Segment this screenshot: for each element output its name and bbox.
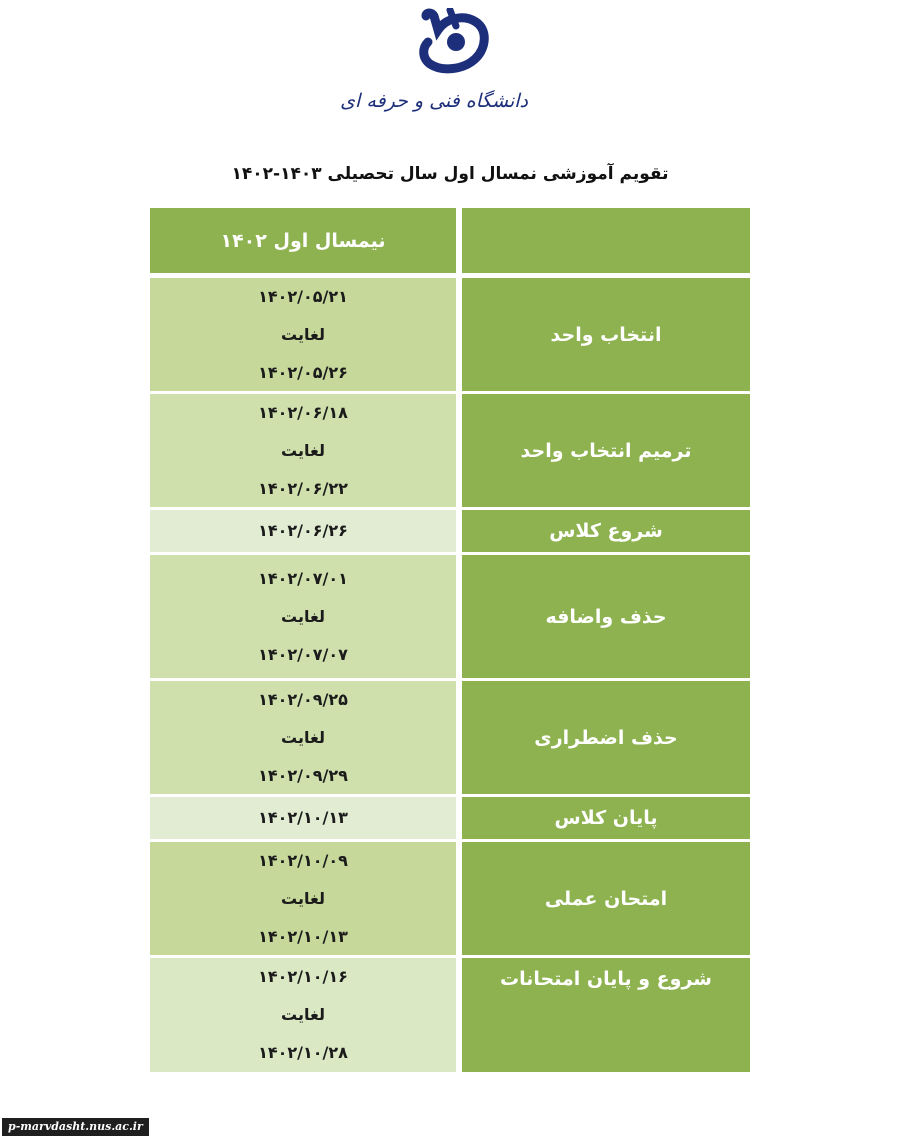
event-label: پایان کلاس bbox=[462, 797, 750, 839]
semester-header: نیمسال اول ۱۴۰۲ bbox=[150, 208, 456, 273]
event-label: ترمیم انتخاب واحد bbox=[462, 394, 750, 507]
date-range-cell bbox=[150, 958, 456, 1072]
event-date: ۱۴۰۲/۱۰/۱۳ bbox=[258, 808, 348, 827]
date-range-cell bbox=[150, 681, 456, 794]
end-date: ۱۴۰۲/۱۰/۱۳ bbox=[258, 926, 348, 946]
start-date: ۱۴۰۲/۱۰/۰۹ bbox=[258, 850, 348, 870]
event-label: شروع و پایان امتحانات bbox=[462, 958, 750, 1072]
range-separator: لغایت bbox=[281, 324, 325, 344]
event-date: ۱۴۰۲/۰۶/۲۶ bbox=[258, 521, 348, 540]
range-separator: لغایت bbox=[281, 727, 325, 747]
range-separator: لغایت bbox=[281, 1005, 325, 1024]
end-date: ۱۴۰۲/۰۷/۰۷ bbox=[258, 644, 348, 664]
range-separator: لغایت bbox=[281, 606, 325, 626]
range-separator: لغایت bbox=[281, 888, 325, 908]
event-label: انتخاب واحد bbox=[462, 278, 750, 391]
table-row bbox=[150, 681, 750, 794]
event-label: شروع کلاس bbox=[462, 510, 750, 552]
single-date-cell bbox=[150, 510, 456, 552]
table-row bbox=[150, 958, 750, 1072]
university-logo bbox=[340, 8, 528, 120]
end-date: ۱۴۰۲/۰۹/۲۹ bbox=[258, 765, 348, 785]
table-row bbox=[150, 555, 750, 678]
start-date: ۱۴۰۲/۰۶/۱۸ bbox=[258, 402, 348, 422]
table-row bbox=[150, 394, 750, 507]
table-row bbox=[150, 797, 750, 839]
end-date: ۱۴۰۲/۱۰/۲۸ bbox=[258, 1043, 348, 1062]
date-range-cell bbox=[150, 842, 456, 955]
date-range-cell bbox=[150, 278, 456, 391]
university-name: دانشگاه فنی و حرفه ای bbox=[340, 90, 528, 112]
event-label: حذف اضطراری bbox=[462, 681, 750, 794]
site-url-label: p-marvdasht.nus.ac.ir bbox=[2, 1118, 149, 1136]
single-date-cell bbox=[150, 797, 456, 839]
table-row bbox=[150, 510, 750, 552]
date-range-cell bbox=[150, 394, 456, 507]
range-separator: لغایت bbox=[281, 440, 325, 460]
start-date: ۱۴۰۲/۰۹/۲۵ bbox=[258, 689, 348, 709]
end-date: ۱۴۰۲/۰۵/۲۶ bbox=[258, 362, 348, 382]
start-date: ۱۴۰۲/۰۷/۰۱ bbox=[258, 568, 348, 588]
event-label: امتحان عملی bbox=[462, 842, 750, 955]
table-row bbox=[150, 278, 750, 391]
academic-calendar-table bbox=[150, 208, 750, 1075]
start-date: ۱۴۰۲/۱۰/۱۶ bbox=[258, 967, 348, 986]
label-header bbox=[462, 208, 750, 273]
event-label: حذف واضافه bbox=[462, 555, 750, 678]
end-date: ۱۴۰۲/۰۶/۲۲ bbox=[258, 478, 348, 498]
date-range-cell bbox=[150, 555, 456, 678]
table-header-row bbox=[150, 208, 750, 273]
table-row bbox=[150, 842, 750, 955]
start-date: ۱۴۰۲/۰۵/۲۱ bbox=[258, 286, 348, 306]
university-emblem-icon bbox=[416, 8, 490, 80]
page-title: تقویم آموزشی نمسال اول سال تحصیلی ۱۴۰۳-۱۴۰۲ bbox=[231, 164, 669, 184]
